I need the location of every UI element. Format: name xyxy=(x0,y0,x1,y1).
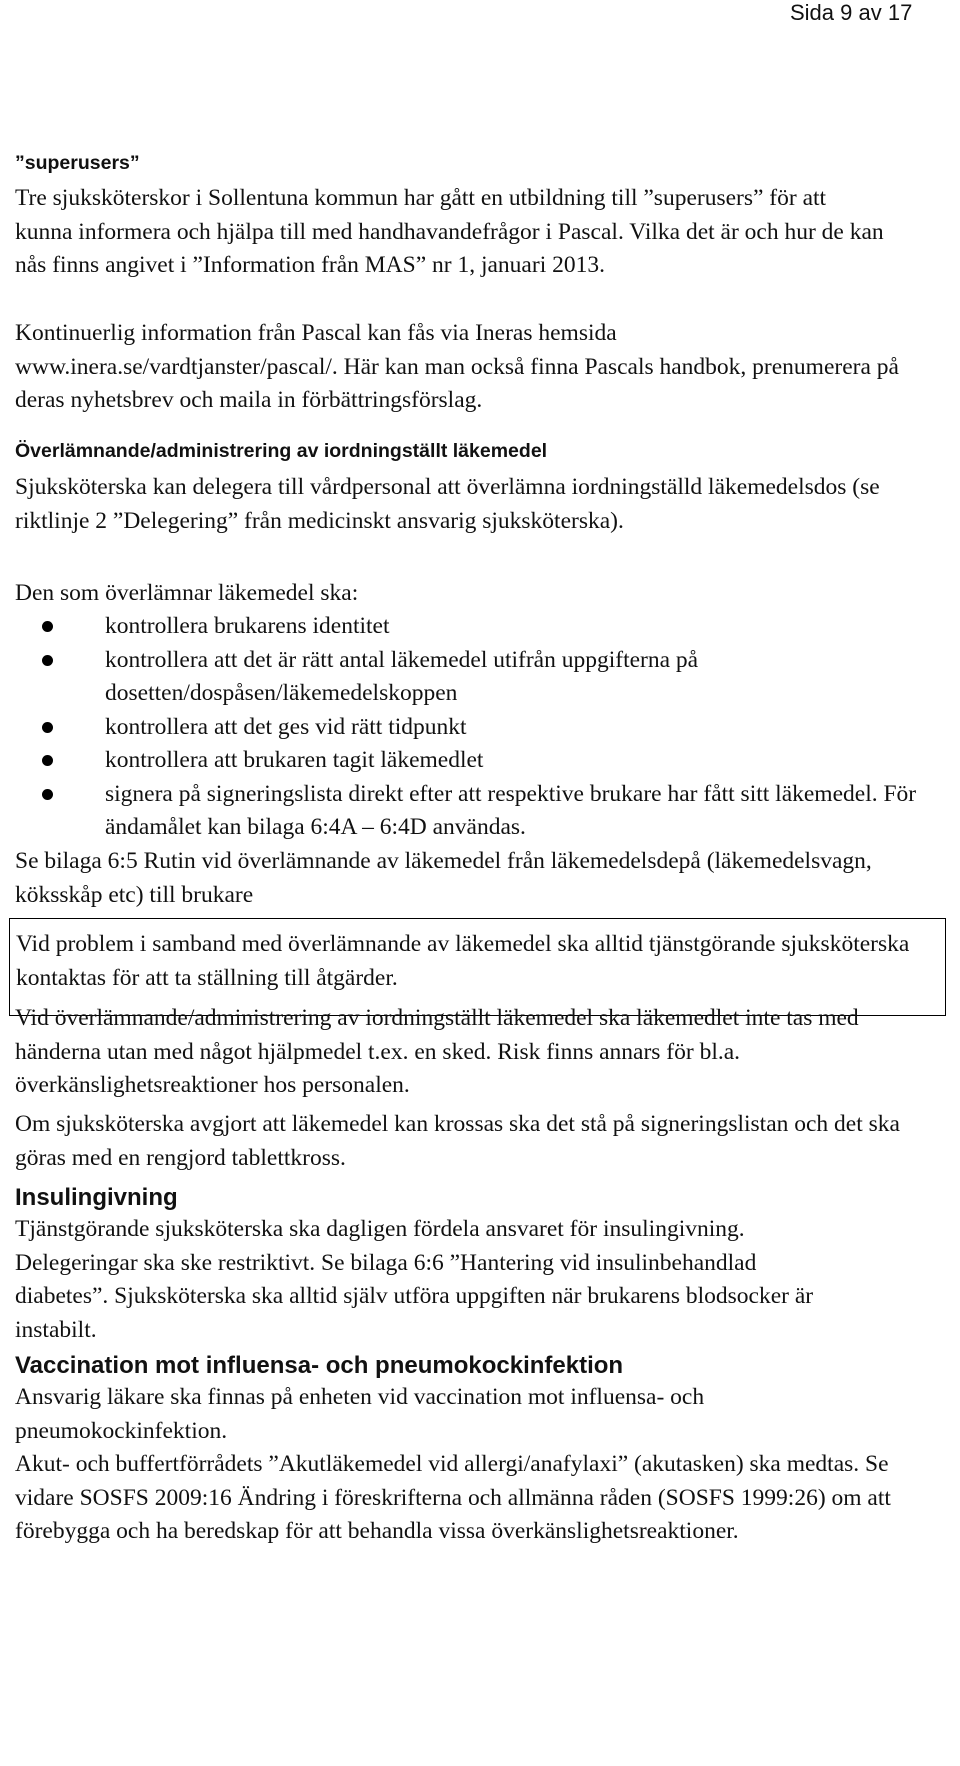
insulin-heading: Insulingivning xyxy=(15,1184,178,1211)
list-item: signera på signeringslista direkt efter att respektive brukare har fått sitt läkemedel. För ändamålet kan bilaga 6:4A – 6:4D användas. xyxy=(15,778,945,845)
bullet-icon xyxy=(42,722,53,733)
list-item: kontrollera att det ges vid rätt tidpunkt xyxy=(15,711,945,745)
vaccination-heading: Vaccination mot influensa- och pneumokockinfektion xyxy=(15,1352,624,1379)
list-item: kontrollera att brukaren tagit läkemedlet xyxy=(15,744,945,778)
list-item: kontrollera att det är rätt antal läkemedel utifrån uppgifterna på dosetten/dospåsen/läkemedelskoppen xyxy=(15,644,945,711)
delegation-paragraph: Sjuksköterska kan delegera till vårdpersonal att överlämna iordningställd läkemedelsdos (se riktlinje 2 ”Delegering” från medicinskt ansvarig sjuksköterska). xyxy=(15,474,880,534)
important-note-text: Vid problem i samband med överlämnande av läkemedel ska alltid tjänstgörande sjuksköterska kontaktas för att ta ställning till åtgärder. xyxy=(16,931,910,991)
see-bilaga-paragraph: Se bilaga 6:5 Rutin vid överlämnande av läkemedel från läkemedelsdepå (läkemedelsvagn, köksskåp etc) till brukare xyxy=(15,848,872,908)
bullet-icon xyxy=(42,655,53,666)
hygiene-paragraph: Vid överlämnande/administrering av iordningställt läkemedel ska läkemedlet inte tas med händerna utan med något hjälpmedel t.ex. en sked. Risk finns annars för bl.a. överkänslighetsreaktioner hos personalen. xyxy=(15,1005,859,1098)
superusers-heading: ”superusers” xyxy=(15,152,140,174)
vaccination-paragraph-1: Ansvarig läkare ska finnas på enheten vid vaccination mot influensa- och pneumokockinfektion. xyxy=(15,1384,705,1444)
insulin-paragraph: Tjänstgörande sjuksköterska ska dagligen fördela ansvaret för insulingivning. Delegeringar ska ske restriktivt. Se bilaga 6:6 ”Hantering vid insulinbehandlad diabetes”. Sjuksköterska ska alltid själv utföra uppgiften när brukarens blodsocker är instabilt. xyxy=(15,1216,814,1343)
superusers-paragraph: Tre sjuksköterskor i Sollentuna kommun har gått en utbildning till ”superusers” för att kunna informera och hjälpa till med handhavandefrågor i Pascal. Vilka det är och hur de kan nås finns angivet i ”Information från MAS” nr 1, januari 2013. xyxy=(15,185,884,278)
page-number: Sida 9 av 17 xyxy=(790,0,913,25)
bullet-icon xyxy=(42,621,53,632)
list-item: kontrollera brukarens identitet xyxy=(15,610,945,644)
bullet-icon xyxy=(42,755,53,766)
vaccination-paragraph-2: Akut- och buffertförrådets ”Akutläkemedel vid allergi/anafylaxi” (akutasken) ska medtas. Se vidare SOSFS 2009:16 Ändring i föreskrifterna och allmänna råden (SOSFS 1999:26) om att förebygga och ha beredskap för att behandla vissa överkänslighetsreaktioner. xyxy=(15,1451,891,1544)
list-intro: Den som överlämnar läkemedel ska: xyxy=(15,580,359,606)
crushing-paragraph: Om sjuksköterska avgjort att läkemedel kan krossas ska det stå på signeringslistan och det ska göras med en rengjord tablettkross. xyxy=(15,1111,900,1171)
pascal-info-paragraph: Kontinuerlig information från Pascal kan fås via Ineras hemsida www.inera.se/vardtjanster/pascal/. Här kan man också finna Pascals handbok, prenumerera på deras nyhetsbrev och maila in förbättringsförslag. xyxy=(15,320,899,413)
checklist xyxy=(15,610,945,845)
overlamnande-heading: Överlämnande/administrering av iordningställt läkemedel xyxy=(15,440,548,462)
bullet-icon xyxy=(42,789,53,800)
